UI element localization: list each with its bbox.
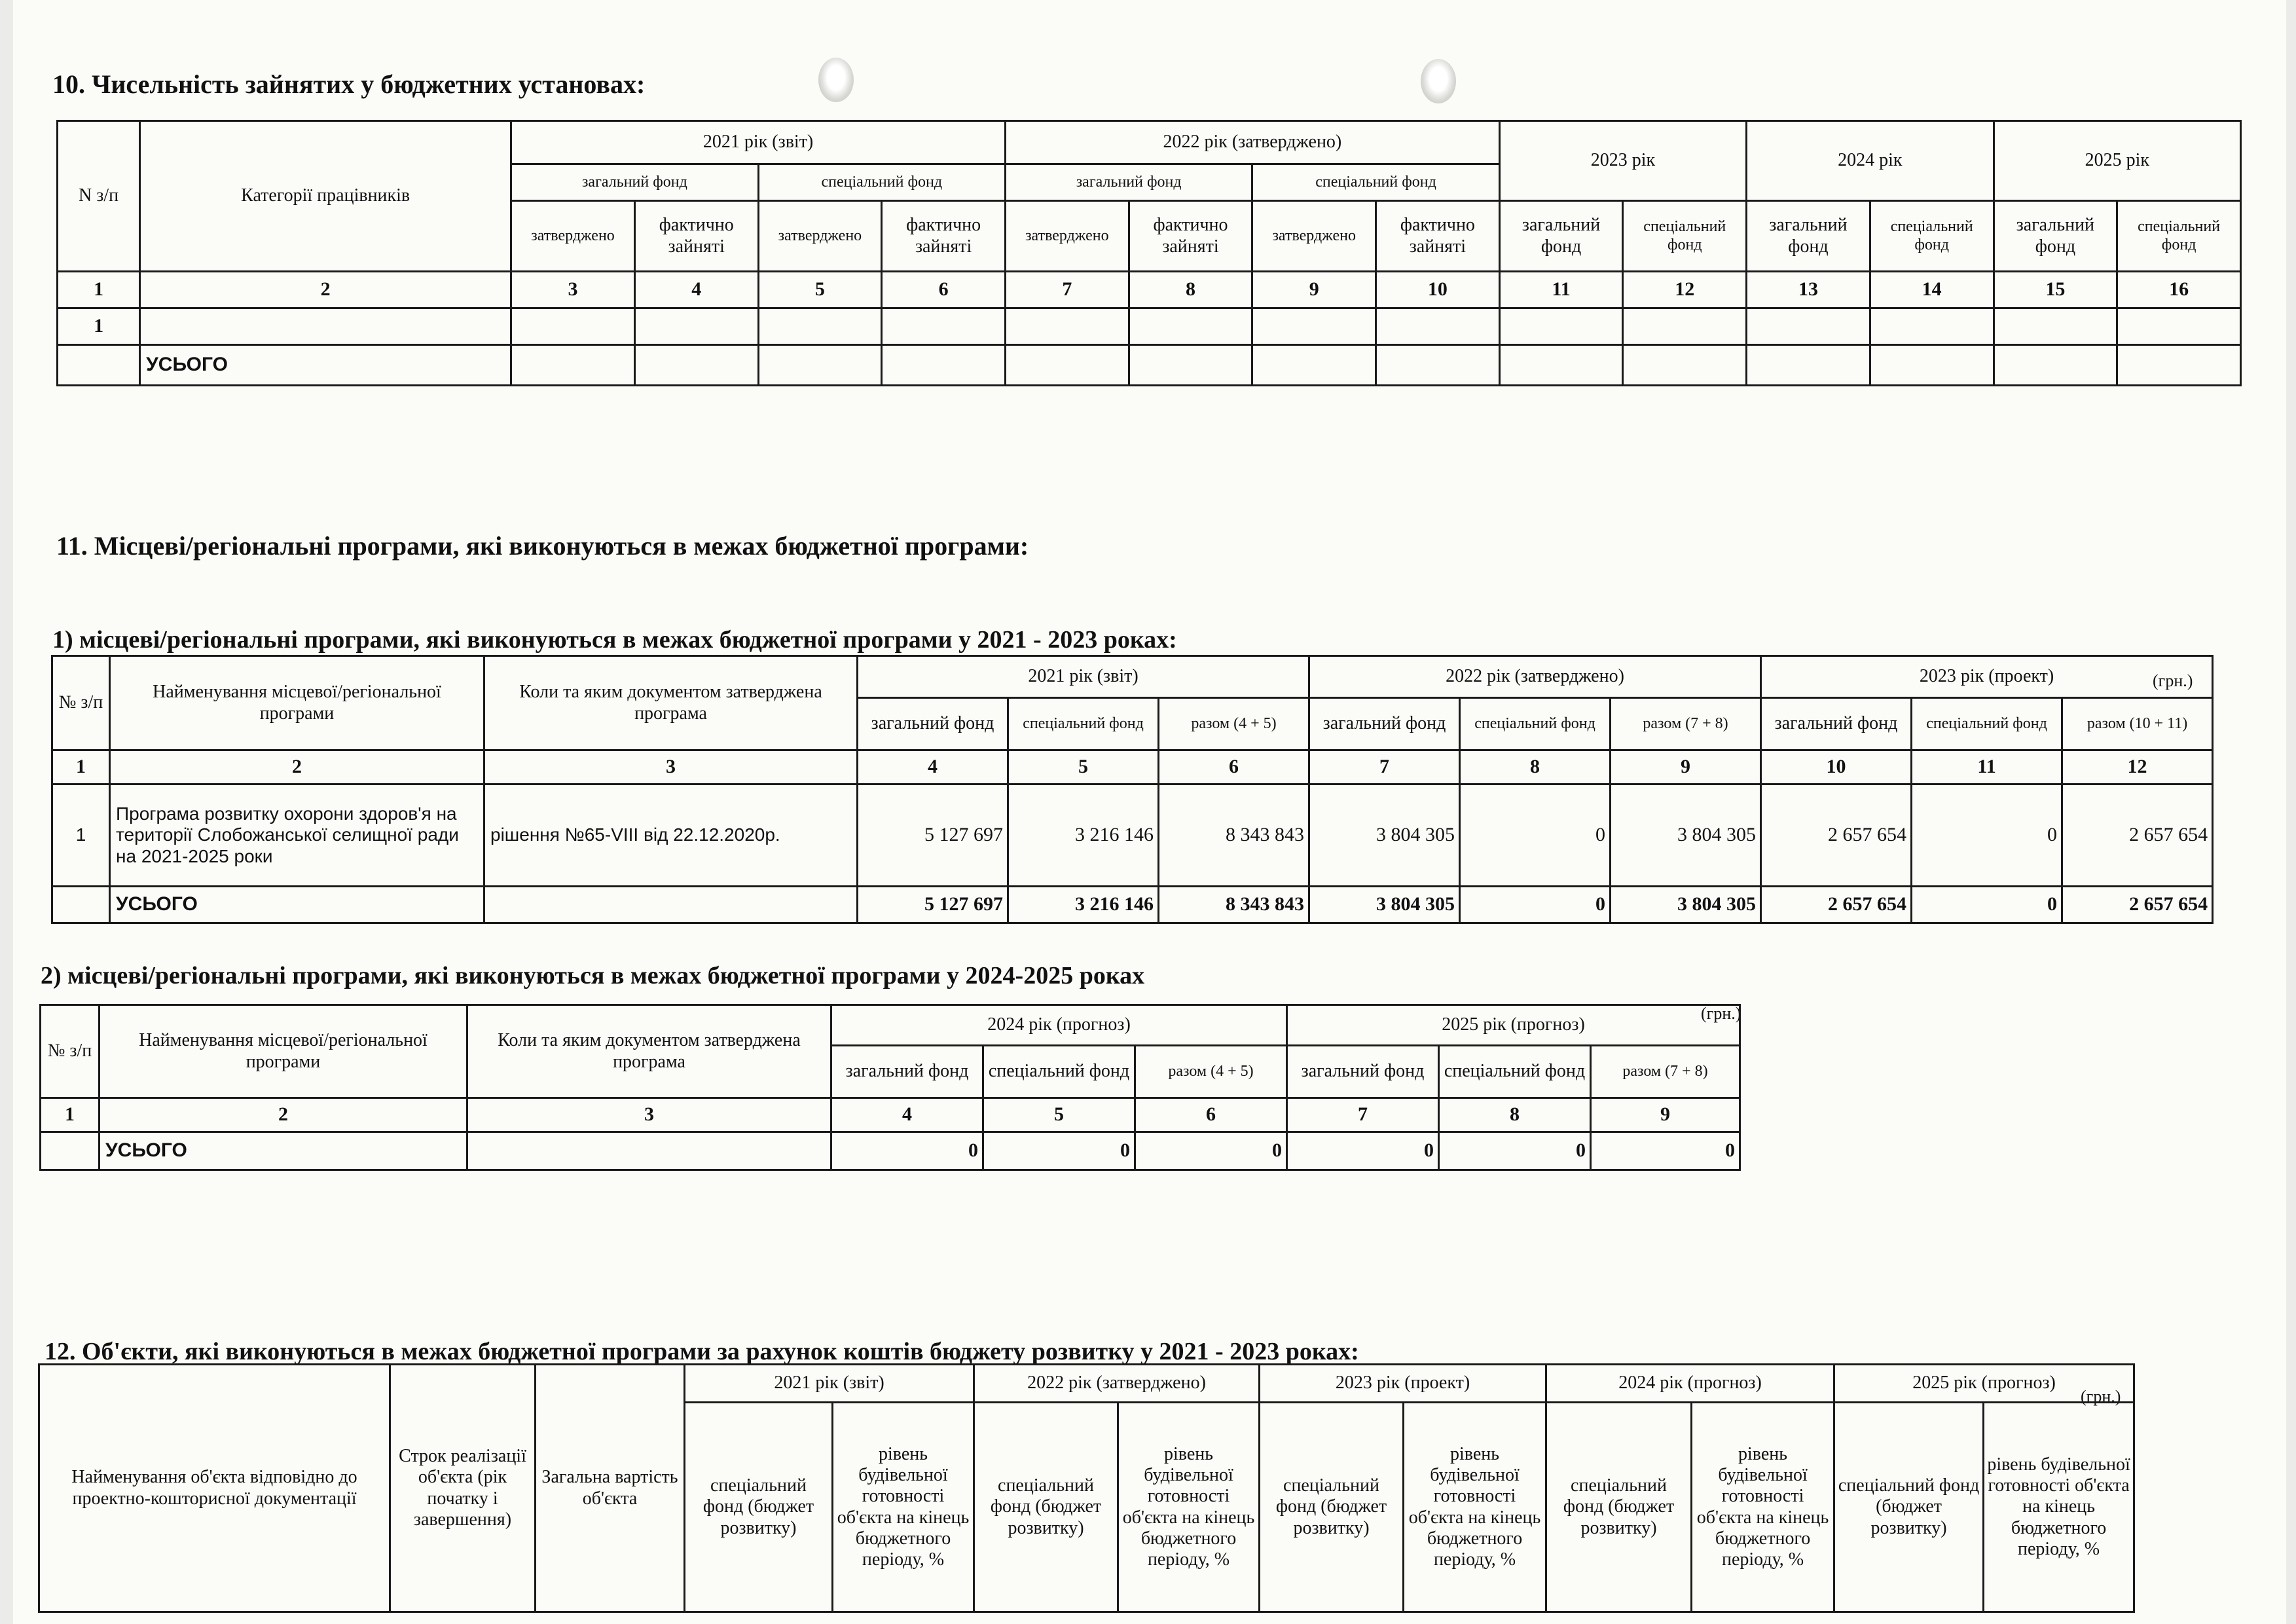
index-cell: 11 [1912, 750, 2062, 784]
total-cell: 0 [1135, 1132, 1287, 1170]
special-fund-dev-header: спеціальний фонд (бюджет розвитку) [1834, 1403, 1984, 1612]
empty-cell [511, 345, 635, 386]
special-fund-dev-header: спеціальний фонд (бюджет розвитку) [974, 1403, 1118, 1612]
year-2021-header: 2021 рік (звіт) [511, 121, 1006, 164]
actual-header: фактично зайняті [1129, 201, 1252, 272]
col-doc-header: Коли та яким документом затверджена програма [484, 656, 858, 750]
approved-header: затверджено [511, 201, 635, 272]
empty-cell [52, 887, 110, 923]
index-cell: 1 [52, 750, 110, 784]
subsection-2-heading: 2) місцеві/регіональні програми, які виконуються в межах бюджетної програми у 2024-2025 роках [41, 962, 1145, 989]
empty-cell [484, 887, 858, 923]
value-cell: 3 216 146 [1008, 784, 1159, 887]
year-2025-header: 2025 рік [1994, 121, 2240, 201]
empty-cell [1747, 345, 1870, 386]
special-fund-dev-header: спеціальний фонд (бюджет розвитку) [1546, 1403, 1692, 1612]
year-2021-header: 2021 рік (звіт) [858, 656, 1309, 698]
approved-header: затверджено [1005, 201, 1129, 272]
index-cell: 15 [1994, 272, 2117, 308]
total-cell: 3 216 146 [1008, 887, 1159, 923]
empty-cell [2117, 345, 2241, 386]
sum-header: разом (7 + 8) [1611, 698, 1761, 750]
value-cell: 3 804 305 [1611, 784, 1761, 887]
total-label: УСЬОГО [140, 345, 511, 386]
section-12-heading: 12. Об'єкти, які виконуються в межах бюджетної програми за рахунок коштів бюджету розвитку у 2021 - 2023 роках: [45, 1338, 1359, 1365]
col-name-header: Найменування місцевої/регіональної програми [100, 1005, 467, 1098]
special-fund-header: спеціальний фонд [1870, 201, 1994, 272]
value-cell: 2 657 654 [2062, 784, 2213, 887]
special-fund-header: спеціальний фонд [1912, 698, 2062, 750]
section-10-heading: 10. Чисельність зайнятих у бюджетних установах: [52, 69, 646, 99]
employees-table [56, 120, 2242, 386]
col-num-header: N з/п [58, 121, 140, 272]
empty-cell [1499, 308, 1623, 345]
programs-2021-2023-table [51, 655, 2214, 924]
general-fund-header: загальний фонд [1747, 201, 1870, 272]
section-11-heading: 11. Місцеві/регіональні програми, які виконуються в межах бюджетної програми: [56, 531, 1029, 561]
index-cell: 3 [484, 750, 858, 784]
general-fund-header: загальний фонд [1499, 201, 1623, 272]
general-fund-header: загальний фонд [1287, 1046, 1439, 1098]
actual-header: фактично зайняті [1376, 201, 1500, 272]
index-cell: 11 [1499, 272, 1623, 308]
total-cell: 3 804 305 [1611, 887, 1761, 923]
year-2021-header: 2021 рік (звіт) [685, 1365, 974, 1403]
total-cell: 0 [1591, 1132, 1740, 1170]
index-cell: 6 [1159, 750, 1309, 784]
index-cell: 6 [1135, 1098, 1287, 1132]
index-cell: 2 [140, 272, 511, 308]
index-cell: 8 [1460, 750, 1611, 784]
unit-label: (грн.) [2081, 1387, 2121, 1406]
empty-cell [467, 1132, 831, 1170]
empty-cell [1499, 345, 1623, 386]
row-number: 1 [58, 308, 140, 345]
index-cell: 14 [1870, 272, 1994, 308]
approved-header: затверджено [1252, 201, 1376, 272]
special-fund-header: спеціальний фонд [758, 164, 1005, 201]
value-cell: 3 804 305 [1309, 784, 1460, 887]
index-cell: 2 [110, 750, 484, 784]
special-fund-header: спеціальний фонд [1623, 201, 1747, 272]
empty-cell [140, 308, 511, 345]
total-label: УСЬОГО [100, 1132, 467, 1170]
empty-cell [1252, 345, 1376, 386]
empty-cell [1623, 345, 1747, 386]
total-cell: 0 [1287, 1132, 1439, 1170]
index-cell: 3 [511, 272, 635, 308]
empty-cell [511, 308, 635, 345]
document-page [13, 0, 2286, 1624]
empty-cell [1747, 308, 1870, 345]
actual-header: фактично зайняті [882, 201, 1006, 272]
empty-cell [634, 308, 758, 345]
general-fund-header: загальний фонд [1994, 201, 2117, 272]
year-2025-header: 2025 рік (прогноз) [1287, 1005, 1740, 1046]
empty-cell [1129, 345, 1252, 386]
readiness-header: рівень будівельної готовності об'єкта на кінець бюджетного періоду, % [1404, 1403, 1546, 1612]
index-cell: 2 [100, 1098, 467, 1132]
total-cell: 0 [983, 1132, 1135, 1170]
year-2024-header: 2024 рік [1747, 121, 1994, 201]
total-cell: 0 [1439, 1132, 1591, 1170]
index-cell: 9 [1591, 1098, 1740, 1132]
total-cell: 8 343 843 [1159, 887, 1309, 923]
empty-cell [758, 308, 882, 345]
empty-cell [882, 345, 1006, 386]
total-cell: 2 657 654 [1761, 887, 1912, 923]
total-label: УСЬОГО [110, 887, 484, 923]
index-cell: 9 [1611, 750, 1761, 784]
subsection-1-heading: 1) місцеві/регіональні програми, які виконуються в межах бюджетної програми у 2021 - 2023 роках: [52, 626, 1177, 654]
general-fund-header: загальний фонд [1309, 698, 1460, 750]
year-2022-header: 2022 рік (затверджено) [1005, 121, 1499, 164]
year-2025-header: 2025 рік (прогноз) [1834, 1365, 2134, 1403]
punch-hole [818, 58, 854, 102]
value-cell: 8 343 843 [1159, 784, 1309, 887]
actual-header: фактично зайняті [634, 201, 758, 272]
year-2022-header: 2022 рік (затверджено) [974, 1365, 1260, 1403]
col-num-header: № з/п [52, 656, 110, 750]
unit-label: (грн.) [2153, 671, 2193, 690]
row-number: 1 [52, 784, 110, 887]
general-fund-header: загальний фонд [858, 698, 1008, 750]
program-name: Програма розвитку охорони здоров'я на території Слобожанської селищної ради на 2021-2025 роки [110, 784, 484, 887]
sum-header: разом (7 + 8) [1591, 1046, 1740, 1098]
programs-2024-2025-table [39, 1004, 1741, 1171]
empty-cell [758, 345, 882, 386]
index-cell: 13 [1747, 272, 1870, 308]
index-cell: 1 [58, 272, 140, 308]
special-fund-dev-header: спеціальний фонд (бюджет розвитку) [1260, 1403, 1404, 1612]
sum-header: разом (4 + 5) [1159, 698, 1309, 750]
general-fund-header: загальний фонд [831, 1046, 983, 1098]
special-fund-header: спеціальний фонд [2117, 201, 2241, 272]
readiness-header: рівень будівельної готовності об'єкта на кінець бюджетного періоду, % [1118, 1403, 1260, 1612]
special-fund-header: спеціальний фонд [1252, 164, 1499, 201]
empty-cell [1252, 308, 1376, 345]
total-cell: 0 [1912, 887, 2062, 923]
general-fund-header: загальний фонд [1761, 698, 1912, 750]
empty-cell [1623, 308, 1747, 345]
special-fund-header: спеціальний фонд [1439, 1046, 1591, 1098]
index-cell: 5 [983, 1098, 1135, 1132]
value-cell: 2 657 654 [1761, 784, 1912, 887]
readiness-header: рівень будівельної готовності об'єкта на кінець бюджетного періоду, % [1692, 1403, 1834, 1612]
readiness-header: рівень будівельної готовності об'єкта на кінець бюджетного періоду, % [1984, 1403, 2134, 1612]
index-cell: 10 [1376, 272, 1500, 308]
empty-cell [1376, 345, 1500, 386]
index-cell: 7 [1005, 272, 1129, 308]
year-2024-header: 2024 рік (прогноз) [1546, 1365, 1834, 1403]
total-cell: 0 [1460, 887, 1611, 923]
empty-cell [1870, 345, 1994, 386]
empty-cell [41, 1132, 100, 1170]
index-cell: 12 [1623, 272, 1747, 308]
index-cell: 10 [1761, 750, 1912, 784]
index-cell: 5 [758, 272, 882, 308]
index-cell: 12 [2062, 750, 2213, 784]
approved-header: затверджено [758, 201, 882, 272]
empty-cell [1005, 345, 1129, 386]
col-category-header: Категорії працівників [140, 121, 511, 272]
col-name-header: Найменування місцевої/регіональної програми [110, 656, 484, 750]
col-cost-header: Загальна вартість об'єкта [536, 1365, 685, 1612]
index-cell: 7 [1309, 750, 1460, 784]
readiness-header: рівень будівельної готовності об'єкта на кінець бюджетного періоду, % [833, 1403, 974, 1612]
empty-cell [882, 308, 1006, 345]
index-cell: 4 [634, 272, 758, 308]
col-term-header: Строк реалізації об'єкта (рік початку і завершення) [390, 1365, 536, 1612]
year-2023-header: 2023 рік (проект) [1761, 656, 2213, 698]
index-cell: 8 [1129, 272, 1252, 308]
index-cell: 8 [1439, 1098, 1591, 1132]
total-cell: 0 [831, 1132, 983, 1170]
col-num-header: № з/п [41, 1005, 100, 1098]
index-cell: 16 [2117, 272, 2241, 308]
unit-label: (грн.) [1701, 1004, 1741, 1023]
index-cell: 1 [41, 1098, 100, 1132]
general-fund-header: загальний фонд [1005, 164, 1252, 201]
empty-cell [634, 345, 758, 386]
value-cell: 0 [1460, 784, 1611, 887]
year-2022-header: 2022 рік (затверджено) [1309, 656, 1761, 698]
col-doc-header: Коли та яким документом затверджена програма [467, 1005, 831, 1098]
index-cell: 4 [858, 750, 1008, 784]
empty-cell [1870, 308, 1994, 345]
value-cell: 5 127 697 [858, 784, 1008, 887]
index-cell: 3 [467, 1098, 831, 1132]
empty-cell [2117, 308, 2241, 345]
index-cell: 7 [1287, 1098, 1439, 1132]
sum-header: разом (10 + 11) [2062, 698, 2213, 750]
empty-cell [58, 345, 140, 386]
total-cell: 2 657 654 [2062, 887, 2213, 923]
total-cell: 3 804 305 [1309, 887, 1460, 923]
index-cell: 4 [831, 1098, 983, 1132]
special-fund-header: спеціальний фонд [1460, 698, 1611, 750]
empty-cell [1994, 308, 2117, 345]
index-cell: 9 [1252, 272, 1376, 308]
special-fund-header: спеціальний фонд [1008, 698, 1159, 750]
year-2023-header: 2023 рік (проект) [1260, 1365, 1546, 1403]
program-document: рішення №65-VIII від 22.12.2020р. [484, 784, 858, 887]
punch-hole [1421, 59, 1456, 103]
empty-cell [1376, 308, 1500, 345]
year-2023-header: 2023 рік [1499, 121, 1746, 201]
empty-cell [1129, 308, 1252, 345]
total-cell: 5 127 697 [858, 887, 1008, 923]
empty-cell [1994, 345, 2117, 386]
index-cell: 5 [1008, 750, 1159, 784]
sum-header: разом (4 + 5) [1135, 1046, 1287, 1098]
index-cell: 6 [882, 272, 1006, 308]
objects-table [38, 1363, 2135, 1613]
empty-cell [1005, 308, 1129, 345]
year-2024-header: 2024 рік (прогноз) [831, 1005, 1287, 1046]
general-fund-header: загальний фонд [511, 164, 758, 201]
special-fund-dev-header: спеціальний фонд (бюджет розвитку) [685, 1403, 833, 1612]
special-fund-header: спеціальний фонд [983, 1046, 1135, 1098]
col-object-name-header: Найменування об'єкта відповідно до проектно-кошторисної документації [39, 1365, 390, 1612]
value-cell: 0 [1912, 784, 2062, 887]
